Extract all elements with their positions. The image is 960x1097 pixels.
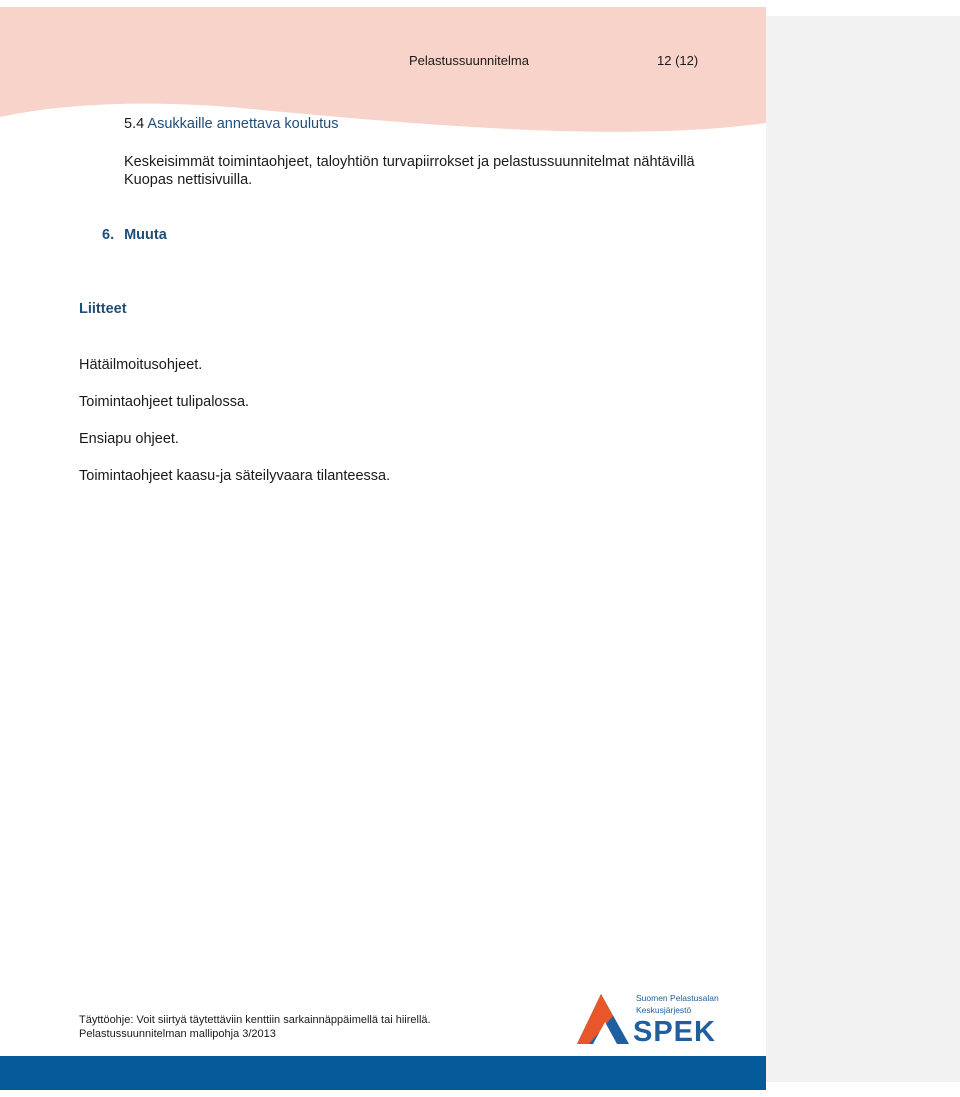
body-paragraph: Keskeisimmät toimintaohjeet, taloyhtiön turvapiirrokset ja pelastussuunnitelmat nähtävillä Kuopas nettisivuilla. [124,154,695,188]
document-page [0,7,766,1090]
list-item: Hätäilmoitusohjeet. [79,357,203,373]
footer-note [79,1013,431,1041]
logo-text-line2: Keskusjärjestö [636,1005,692,1015]
appendices-list [79,356,390,504]
list-item: Toimintaohjeet tulipalossa. [79,394,250,410]
side-background [766,16,960,1082]
subsection-heading [124,116,338,132]
subsection-title: Asukkaille annettava koulutus [147,116,339,132]
spek-logo-mark-icon [575,992,633,1048]
footer-template-info: Pelastussuunnitelman mallipohja 3/2013 [79,1028,276,1040]
logo-wordmark: SPEK [633,1016,716,1048]
header-page-number: 12 (12) [657,53,699,68]
section-heading-6 [102,227,167,243]
spek-logo [575,992,720,1048]
header-document-name: Pelastussuunnitelma [409,53,529,68]
section-title: Muuta [124,227,167,243]
section-number: 6. [102,227,115,243]
appendices-heading: Liitteet [79,301,127,317]
list-item: Ensiapu ohjeet. [79,431,179,447]
logo-text-line1: Suomen Pelastusalan [636,993,719,1003]
header-wave-band [0,7,766,147]
list-item: Toimintaohjeet kaasu-ja säteilyvaara tilanteessa. [79,468,391,484]
footer-instruction: Täyttöohje: Voit siirtyä täytettäviin kenttiin sarkainnäppäimellä tai hiirellä. [79,1014,431,1026]
subsection-number: 5.4 [124,116,145,132]
footer-bar [0,1056,766,1090]
